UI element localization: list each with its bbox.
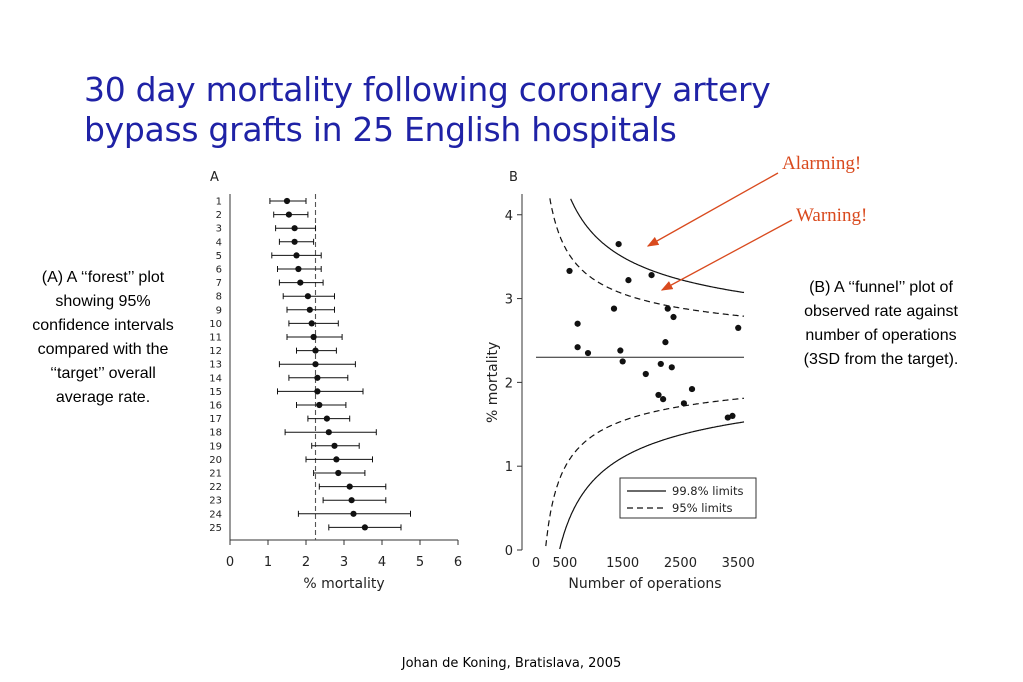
funnel-point: [658, 361, 664, 367]
forest-x-tick-label: 5: [415, 555, 425, 570]
funnel-point: [585, 350, 591, 356]
forest-row-label: 3: [215, 223, 222, 235]
forest-row-label: 24: [209, 509, 222, 521]
forest-point: [333, 456, 339, 462]
funnel-y-tick-label: 2: [504, 376, 513, 392]
funnel-legend-label: 99.8% limits: [672, 484, 744, 498]
forest-point: [331, 443, 337, 449]
forest-row-label: 15: [209, 386, 222, 398]
forest-row-label: 23: [209, 495, 222, 507]
funnel-point: [611, 306, 617, 312]
forest-point: [293, 252, 299, 258]
funnel-point: [616, 241, 622, 247]
forest-point: [305, 293, 311, 299]
forest-x-tick-label: 6: [453, 555, 463, 570]
forest-point: [292, 225, 298, 231]
forest-point: [312, 361, 318, 367]
funnel-y-tick-label: 4: [504, 208, 513, 224]
forest-point: [312, 348, 318, 354]
warning-arrow: [662, 220, 792, 290]
forest-point: [326, 429, 332, 435]
forest-point: [295, 266, 301, 272]
forest-row-label: 18: [209, 427, 222, 439]
forest-x-tick-label: 2: [301, 555, 311, 570]
forest-row-label: 14: [209, 373, 222, 385]
funnel-panel-label: B: [509, 170, 518, 185]
funnel-point: [669, 364, 675, 370]
forest-point: [311, 334, 317, 340]
forest-point: [286, 212, 292, 218]
funnel-x-axis-label: Number of operations: [568, 576, 722, 592]
funnel-y-tick-label: 0: [504, 544, 513, 559]
forest-plot: [209, 170, 462, 592]
forest-row-label: 8: [215, 291, 222, 303]
forest-row-label: 9: [215, 305, 222, 317]
funnel-y-tick-label: 1: [504, 460, 513, 476]
funnel-x-tick-label: 0: [531, 556, 541, 571]
forest-point: [314, 388, 320, 394]
funnel-upper-limit: [571, 199, 744, 293]
funnel-y-tick-label: 3: [504, 292, 513, 308]
forest-point: [297, 280, 303, 286]
forest-point: [335, 470, 341, 476]
forest-row-label: 5: [215, 250, 222, 262]
funnel-point: [617, 347, 623, 353]
forest-x-tick-label: 4: [377, 555, 387, 570]
forest-row-label: 6: [215, 264, 222, 276]
forest-x-tick-label: 1: [263, 555, 273, 570]
forest-row-label: 20: [209, 454, 222, 466]
funnel-x-tick-label: 1500: [606, 556, 640, 571]
forest-row-label: 17: [209, 414, 222, 426]
funnel-point: [670, 314, 676, 320]
forest-panel-label: A: [210, 170, 219, 185]
forest-row-label: 10: [209, 318, 222, 330]
funnel-point: [662, 339, 668, 345]
forest-point: [314, 375, 320, 381]
alarming-arrow: [648, 173, 778, 246]
forest-row-label: 7: [215, 278, 222, 290]
funnel-point: [575, 321, 581, 327]
funnel-point: [665, 306, 671, 312]
funnel-y-axis-label: % mortality: [485, 341, 501, 424]
forest-point: [309, 320, 315, 326]
funnel-point: [620, 358, 626, 364]
forest-row-label: 21: [209, 468, 222, 480]
forest-row-label: 11: [209, 332, 222, 344]
funnel-x-tick-label: 2500: [663, 556, 697, 571]
funnel-lower-limit: [546, 398, 744, 546]
forest-row-label: 22: [209, 482, 222, 494]
funnel-point: [648, 272, 654, 278]
forest-point: [316, 402, 322, 408]
funnel-plot-caption: (B) A ‘‘funnel’’ plot of observed rate against number of operations (3SD from the target).: [803, 279, 959, 368]
funnel-legend-label: 95% limits: [672, 501, 733, 515]
funnel-point: [729, 413, 735, 419]
funnel-x-tick-label: 3500: [721, 556, 755, 571]
forest-point: [292, 239, 298, 245]
forest-point: [307, 307, 313, 313]
forest-x-axis-label: % mortality: [303, 576, 385, 592]
funnel-point: [625, 277, 631, 283]
annotation-alarming: Alarming!: [782, 153, 862, 174]
forest-point: [324, 416, 330, 422]
forest-row-label: 16: [209, 400, 222, 412]
forest-row-label: 4: [215, 237, 222, 249]
annotation-warning: Warning!: [796, 205, 868, 226]
funnel-point: [660, 396, 666, 402]
forest-point: [284, 198, 290, 204]
funnel-point: [655, 392, 661, 398]
forest-point: [362, 524, 368, 530]
forest-point: [350, 511, 356, 517]
forest-row-label: 12: [209, 346, 222, 358]
slide-footer: Johan de Koning, Bratislava, 2005: [401, 656, 622, 671]
funnel-point: [735, 325, 741, 331]
funnel-point: [689, 386, 695, 392]
forest-row-label: 1: [215, 196, 222, 208]
slide-title: 30 day mortality following coronary artery bypass grafts in 25 English hospitals: [84, 70, 771, 149]
funnel-point: [681, 400, 687, 406]
forest-point: [349, 497, 355, 503]
forest-plot-caption: (A) A ‘‘forest’’ plot showing 95% confidence intervals compared with the ‘‘target’’ overall average rate.: [32, 269, 174, 406]
forest-point: [347, 484, 353, 490]
funnel-legend: [620, 478, 756, 518]
forest-row-label: 19: [209, 441, 222, 453]
forest-row-label: 25: [209, 522, 222, 534]
forest-x-tick-label: 3: [339, 555, 349, 570]
funnel-x-tick-label: 500: [552, 556, 578, 571]
forest-x-tick-label: 0: [225, 555, 235, 570]
forest-row-label: 2: [215, 210, 222, 222]
forest-row-label: 13: [209, 359, 222, 371]
funnel-point: [566, 268, 572, 274]
funnel-plot: [485, 170, 756, 592]
funnel-point: [575, 344, 581, 350]
funnel-point: [643, 371, 649, 377]
